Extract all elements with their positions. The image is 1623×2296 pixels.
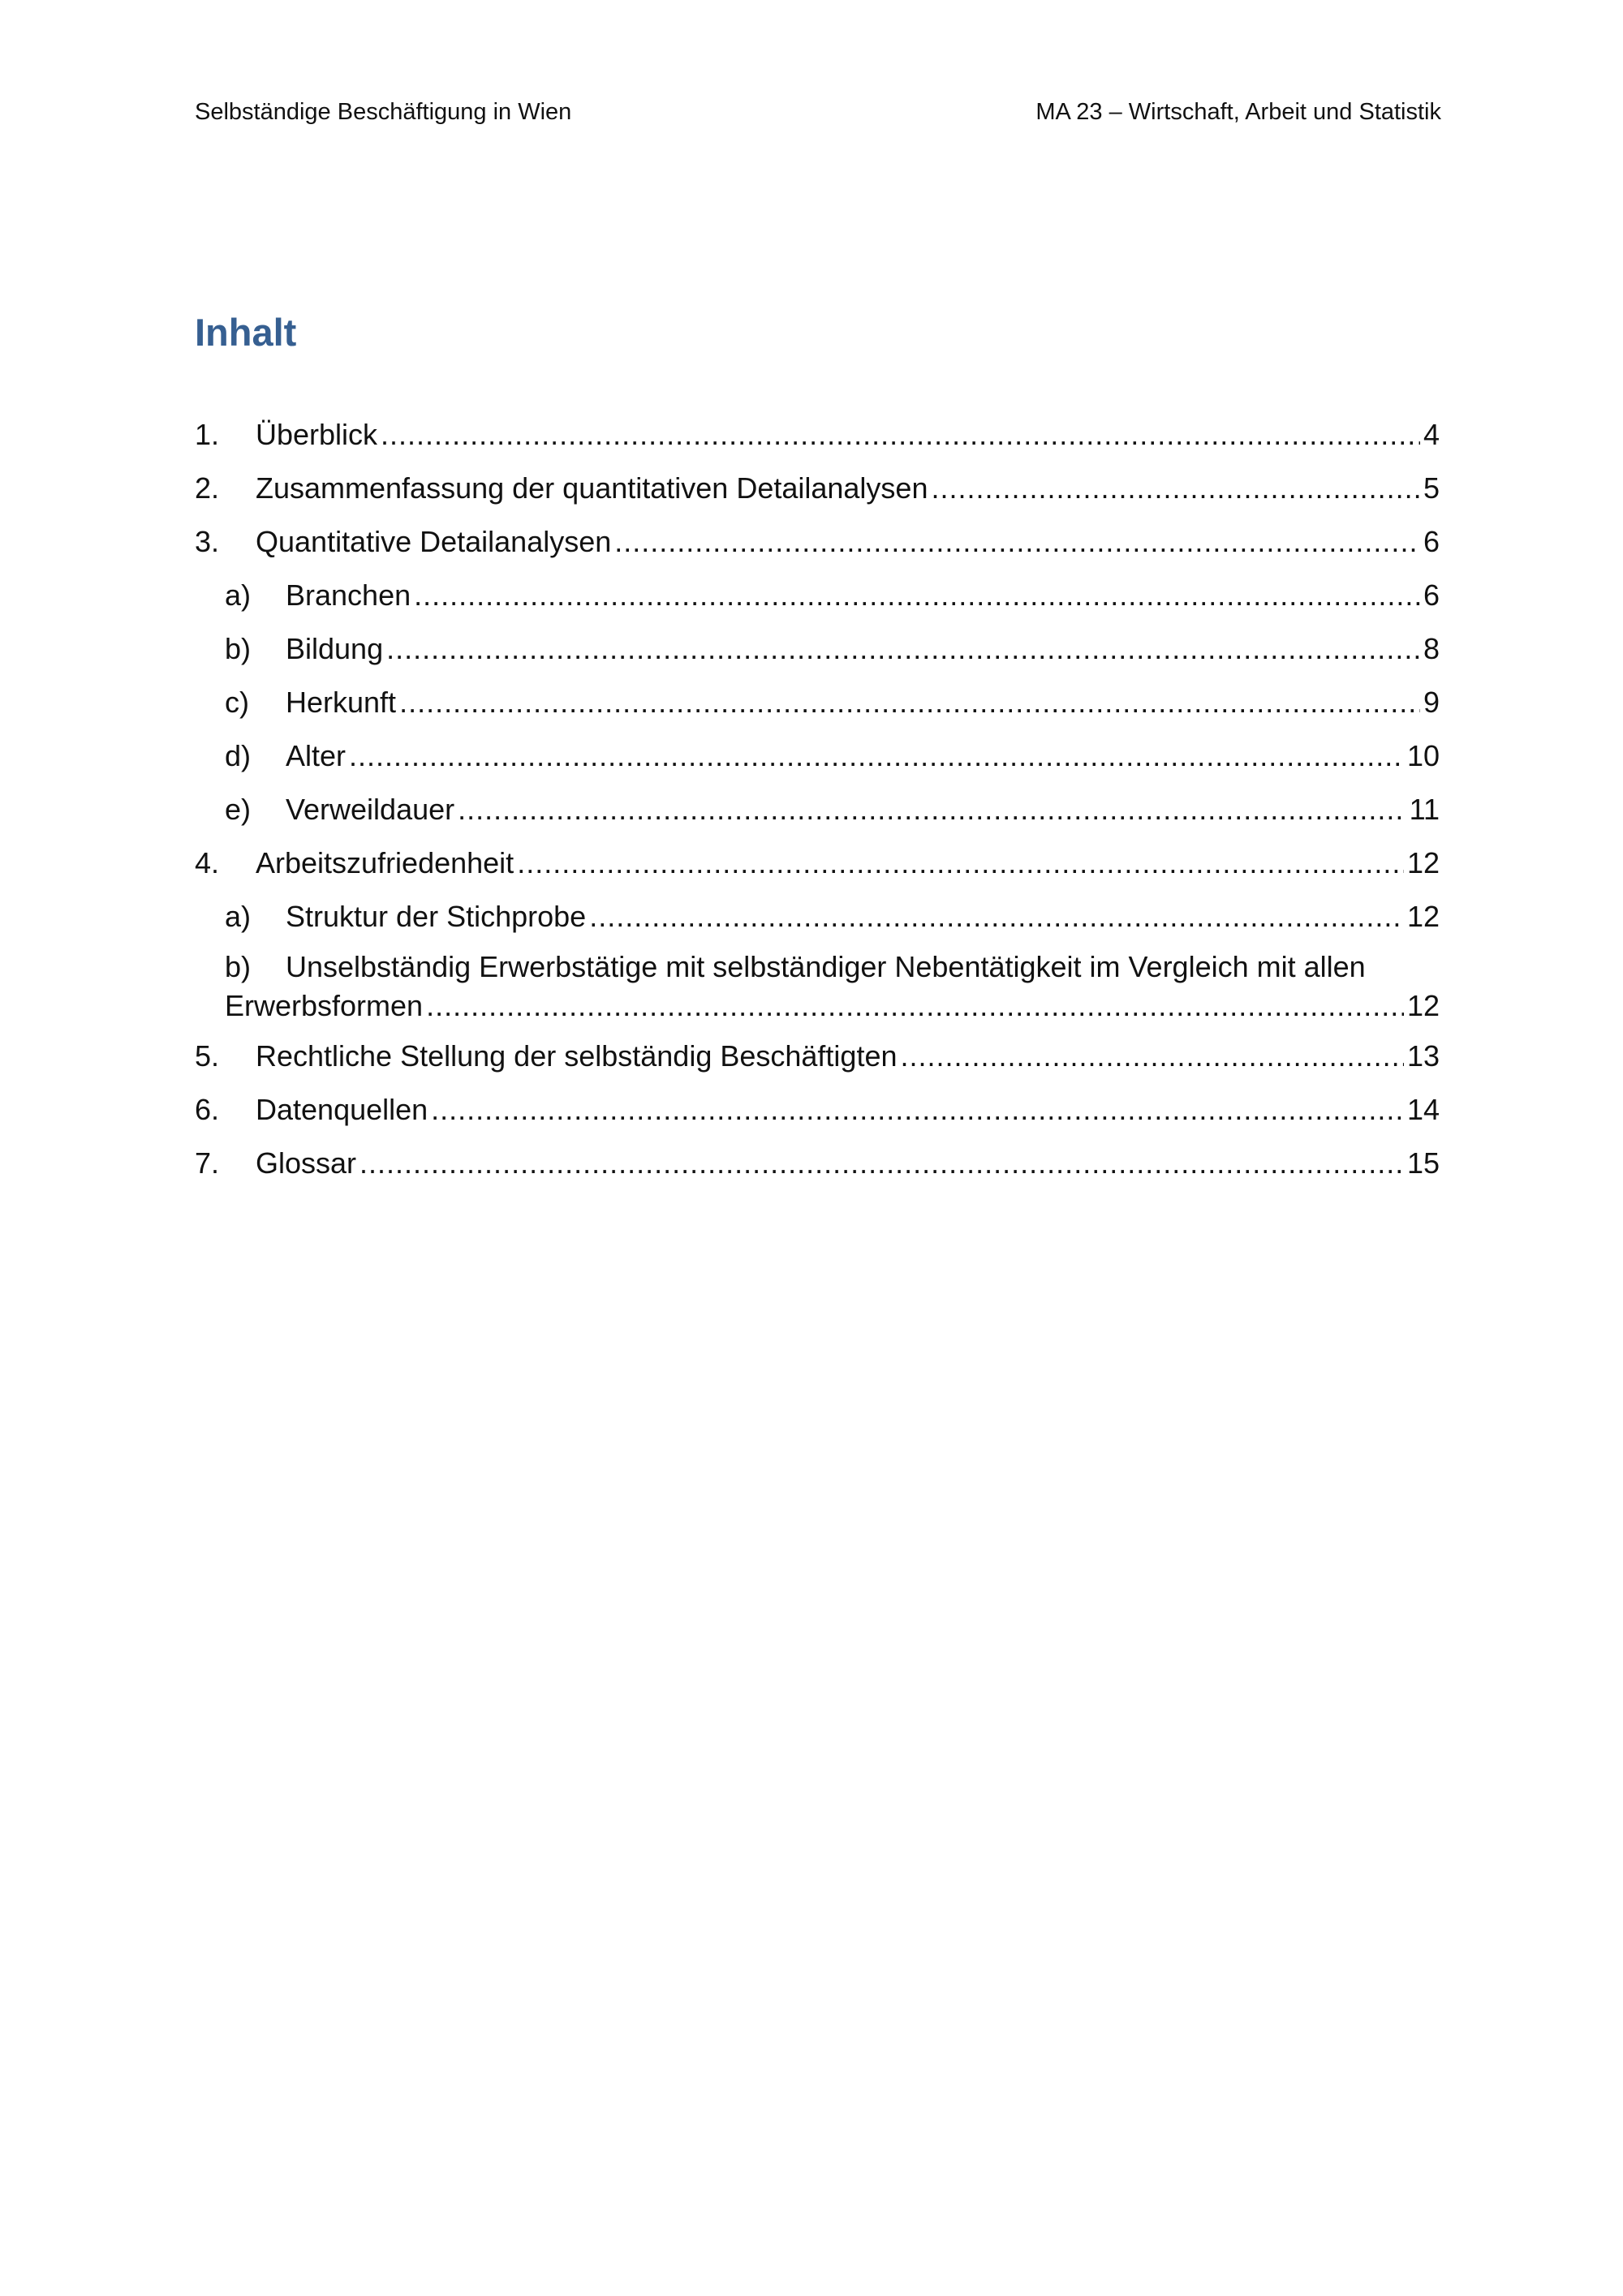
toc-entry-page: 14	[1406, 1093, 1440, 1126]
toc-entry-number: e)	[225, 793, 252, 826]
toc-entry[interactable]	[195, 1087, 1440, 1141]
toc-dot-leader	[414, 573, 1420, 618]
toc-entry[interactable]	[195, 841, 1440, 894]
toc-entry-page: 11	[1409, 793, 1440, 826]
toc-entry-title: Bildung	[286, 632, 384, 665]
toc-subentry[interactable]	[195, 948, 1440, 1034]
toc-entry-title: Glossar	[256, 1146, 357, 1180]
toc-entry-page: 12	[1406, 989, 1440, 1022]
toc-dot-leader	[901, 1034, 1404, 1079]
toc-entry-title: Alter	[286, 739, 347, 772]
toc-subentry[interactable]	[195, 680, 1440, 733]
toc-entry-title: Zusammenfassung der quantitativen Detailanalysen	[256, 471, 928, 505]
toc-entry-title: Arbeitszufriedenheit	[256, 846, 514, 879]
toc-subentry[interactable]	[195, 573, 1440, 626]
toc-entry-title: Struktur der Stichprobe	[286, 900, 587, 933]
toc-dot-leader	[381, 412, 1420, 458]
toc-entry-number: a)	[225, 900, 252, 933]
toc-entry-title: Rechtliche Stellung der selbständig Beschäftigten	[256, 1039, 898, 1073]
toc-subentry[interactable]	[195, 733, 1440, 787]
toc-entry-number: 3.	[195, 525, 220, 558]
toc-entry-title: Verweildauer	[286, 793, 455, 826]
toc-entry[interactable]	[195, 466, 1440, 519]
toc-dot-leader	[431, 1087, 1404, 1133]
toc-entry-number: 6.	[195, 1093, 220, 1126]
toc-entry[interactable]	[195, 519, 1440, 573]
toc-entry-page: 13	[1406, 1039, 1440, 1073]
toc-entry-page: 6	[1423, 578, 1440, 612]
toc-entry-number: 1.	[195, 418, 220, 451]
toc-subentry[interactable]	[195, 894, 1440, 948]
toc-entry-page: 4	[1423, 418, 1440, 451]
toc-dot-leader	[386, 626, 1420, 672]
header-document-title: Selbständige Beschäftigung in Wien	[195, 99, 572, 125]
toc-entry-title: Branchen	[286, 578, 411, 612]
toc-entry-title: Datenquellen	[256, 1093, 428, 1126]
toc-entry-number: 2.	[195, 471, 220, 505]
header-department: MA 23 – Wirtschaft, Arbeit und Statistik	[1035, 99, 1441, 125]
toc-entry-number: d)	[225, 739, 252, 772]
toc-subentry[interactable]	[195, 787, 1440, 841]
toc-entry[interactable]	[195, 1141, 1440, 1194]
toc-entry-page: 6	[1423, 525, 1440, 558]
toc-entry-page: 9	[1423, 686, 1440, 719]
toc-subentry[interactable]	[195, 626, 1440, 680]
toc-entry-number: 4.	[195, 846, 220, 879]
toc-dot-leader	[458, 787, 1406, 832]
toc-entry[interactable]	[195, 1034, 1440, 1087]
toc-entry-number: b)	[225, 950, 252, 983]
toc-entry-number: 7.	[195, 1146, 220, 1180]
toc-entry-title: Überblick	[256, 418, 378, 451]
toc-entry-first-line	[225, 948, 1440, 987]
toc-heading: Inhalt	[195, 311, 297, 354]
toc-dot-leader	[589, 894, 1404, 939]
toc-entry-title-continued: Erwerbsformen	[225, 989, 424, 1022]
toc-entry[interactable]	[195, 412, 1440, 466]
toc-entry-number: b)	[225, 632, 252, 665]
toc-entry-second-line	[225, 987, 1440, 1025]
toc-entry-page: 10	[1406, 739, 1440, 772]
toc-dot-leader	[931, 466, 1419, 511]
toc-entry-page: 12	[1406, 900, 1440, 933]
toc-entry-page: 8	[1423, 632, 1440, 665]
toc-entry-title: Quantitative Detailanalysen	[256, 525, 612, 558]
toc-entry-title: Herkunft	[286, 686, 397, 719]
toc-dot-leader	[359, 1141, 1404, 1186]
toc-dot-leader	[426, 987, 1404, 1025]
toc-entry-number: 5.	[195, 1039, 220, 1073]
toc-dot-leader	[517, 841, 1404, 886]
toc-entry-page: 5	[1423, 471, 1440, 505]
toc-entry-number: a)	[225, 578, 252, 612]
toc-dot-leader	[614, 519, 1420, 565]
toc-entry-page: 15	[1406, 1146, 1440, 1180]
toc-entry-number: c)	[225, 686, 249, 719]
page-header	[195, 96, 1441, 128]
toc-dot-leader	[349, 733, 1404, 779]
toc-entry-title: Unselbständig Erwerbstätige mit selbständiger Nebentätigkeit im Vergleich mit allen	[286, 950, 1366, 983]
toc-dot-leader	[399, 680, 1420, 725]
table-of-contents	[195, 412, 1440, 1194]
toc-entry-page: 12	[1406, 846, 1440, 879]
